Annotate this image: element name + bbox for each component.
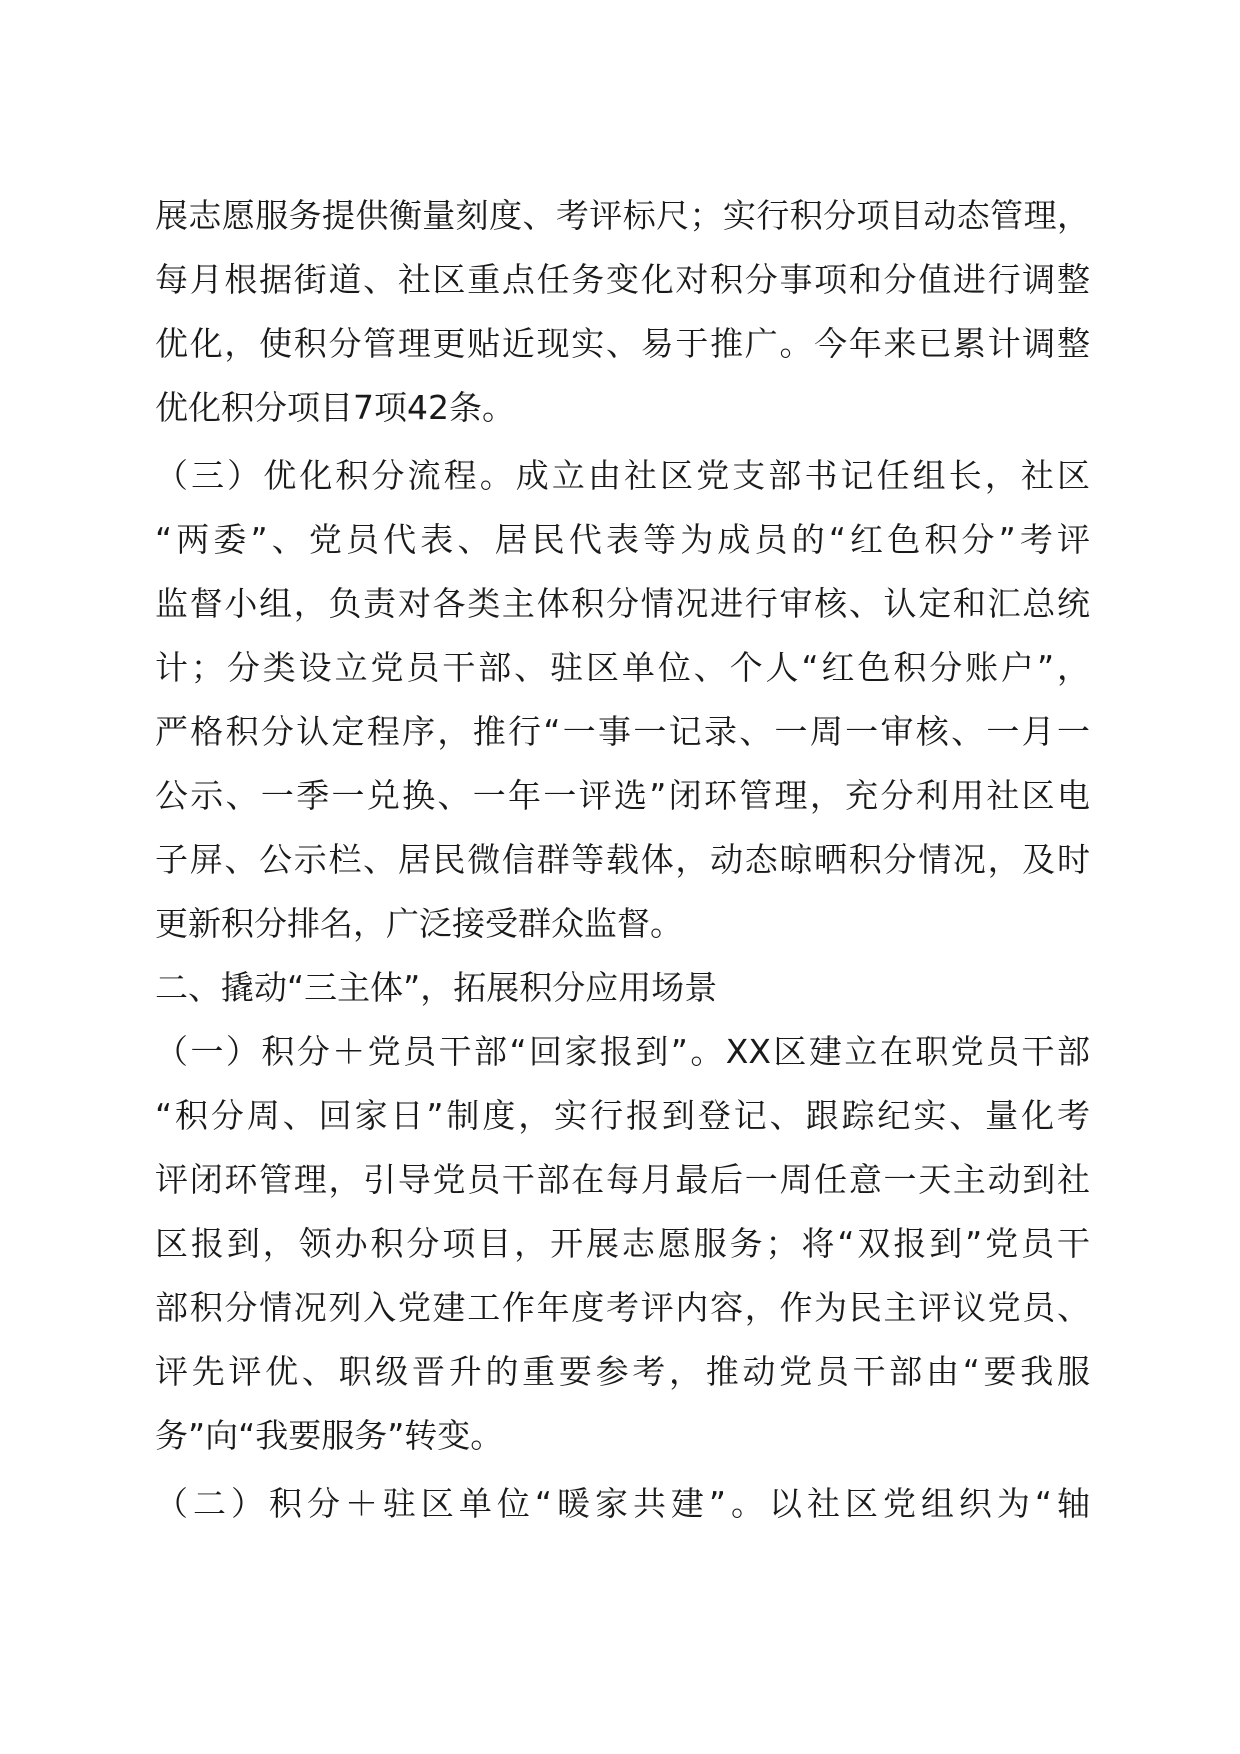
text-line: “两委”、党员代表、居民代表等为成员的“红色积分”考评: [155, 520, 1090, 559]
paragraph: [155, 184, 1090, 440]
text-line: （二）积分＋驻区单位“暖家共建”。以社区党组织为“轴: [155, 1484, 1090, 1523]
paragraph: [155, 444, 1090, 956]
text-line: 务”向“我要服务”转变。: [155, 1416, 504, 1455]
text-line: 评先评优、职级晋升的重要参考，推动党员干部由“要我服: [155, 1352, 1090, 1391]
text-line: 区报到，领办积分项目，开展志愿服务；将“双报到”党员干: [155, 1224, 1090, 1263]
text-line: 子屏、公示栏、居民微信群等载体，动态晾晒积分情况，及时: [155, 840, 1090, 879]
paragraph: [155, 1472, 1090, 1536]
text-line: 优化积分项目7项42条。: [155, 388, 515, 427]
text-line: （一）积分＋党员干部“回家报到”。XX区建立在职党员干部: [155, 1032, 1090, 1071]
paragraph: [155, 1020, 1090, 1468]
text-line: （三）优化积分流程。成立由社区党支部书记任组长，社区: [155, 456, 1090, 495]
text-line: 监督小组，负责对各类主体积分情况进行审核、认定和汇总统: [155, 584, 1090, 623]
text-line: 每月根据街道、社区重点任务变化对积分事项和分值进行调整: [155, 260, 1090, 299]
document-page: [155, 184, 1090, 1536]
text-line: 评闭环管理，引导党员干部在每月最后一周任意一天主动到社: [155, 1160, 1090, 1199]
text-line: 优化，使积分管理更贴近现实、易于推广。今年来已累计调整: [155, 324, 1090, 363]
text-line: 展志愿服务提供衡量刻度、考评标尺；实行积分项目动态管理，: [155, 196, 1090, 235]
text-line: 部积分情况列入党建工作年度考评内容，作为民主评议党员、: [155, 1288, 1090, 1327]
heading-text: 二、撬动“三主体”，拓展积分应用场景: [155, 968, 718, 1007]
text-line: 计；分类设立党员干部、驻区单位、个人“红色积分账户”，: [155, 648, 1090, 687]
text-line: 更新积分排名，广泛接受群众监督。: [155, 904, 683, 943]
section-heading: [155, 956, 1090, 1020]
text-line: “积分周、回家日”制度，实行报到登记、跟踪纪实、量化考: [155, 1096, 1090, 1135]
text-line: 公示、一季一兑换、一年一评选”闭环管理，充分利用社区电: [155, 776, 1090, 815]
text-line: 严格积分认定程序，推行“一事一记录、一周一审核、一月一: [155, 712, 1090, 751]
